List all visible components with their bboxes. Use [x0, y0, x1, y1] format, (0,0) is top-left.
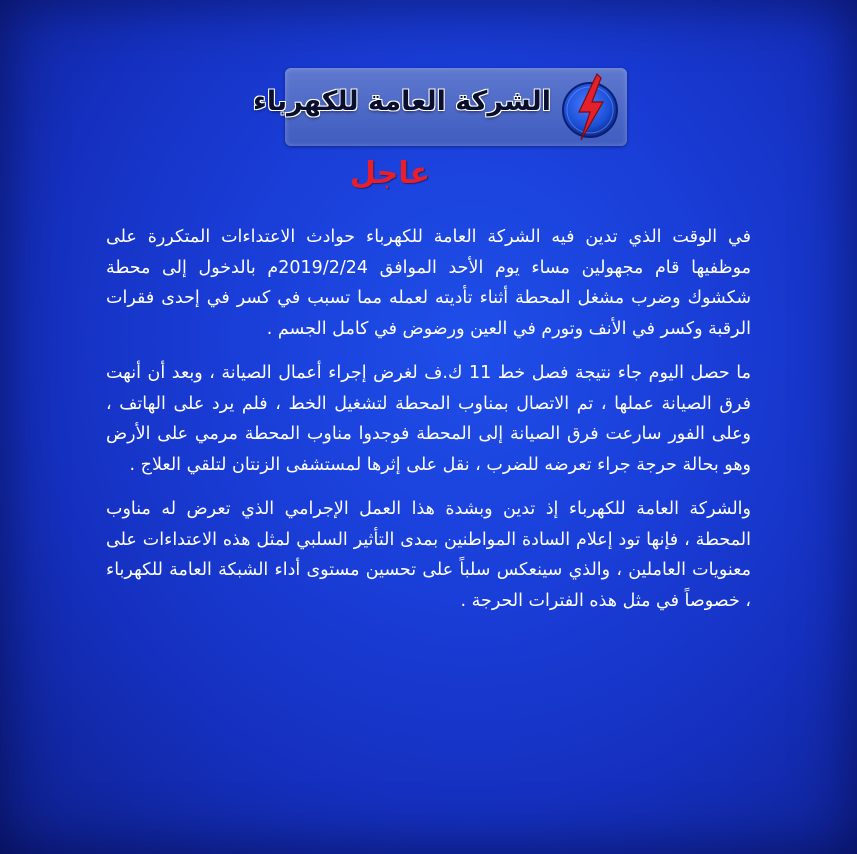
company-name-title: الشركة العامة للكهرباء [253, 86, 551, 117]
paragraph-2: ما حصل اليوم جاء نتيجة فصل خط 11 ك.ف لغرض إجراء أعمال الصيانة ، وبعد أن أنهت فرق الصيانة عملها ، تم الاتصال بمناوب المحطة لتشغيل الخط ، فلم يرد على الهاتف ، وعلى الفور سارعت فرق الصيانة إلى المحطة فوجدوا مناوب المحطة مرمي على الأرض وهو بحالة حرجة جراء تعرضه للضرب ، نقل على إثرها لمستشفى الزنتان لتلقي العلاج . [106, 363, 751, 475]
lightning-bolt-icon [557, 72, 623, 142]
announcement-body [106, 222, 751, 616]
header-banner [253, 68, 627, 146]
urgent-label: عاجل [349, 156, 431, 191]
paragraph-1: في الوقت الذي تدين فيه الشركة العامة للكهرباء حوادث الاعتداءات المتكررة على موظفيها قام مجهولين مساء يوم الأحد الموافق 2019/2/24م بالدخول إلى محطة شكشوك وضرب مشغل المحطة أثناء تأديته لعمله مما تسبب في كسر في إحدى فقرات الرقبة وكسر في الأنف وتورم في العين ورضوض في كامل الجسم . [106, 227, 751, 339]
paragraph-3: والشركة العامة للكهرباء إذ تدين وبشدة هذا العمل الإجرامي الذي تعرض له مناوب المحطة ، فإنها تود إعلام السادة المواطنين بمدى التأثير السلبي لمثل هذه الاعتداءات على معنويات العاملين ، والذي سينعكس سلباً على تحسين مستوى أداء الشبكة العامة للكهرباء ، خصوصاً في مثل هذه الفترات الحرجة . [106, 499, 751, 611]
